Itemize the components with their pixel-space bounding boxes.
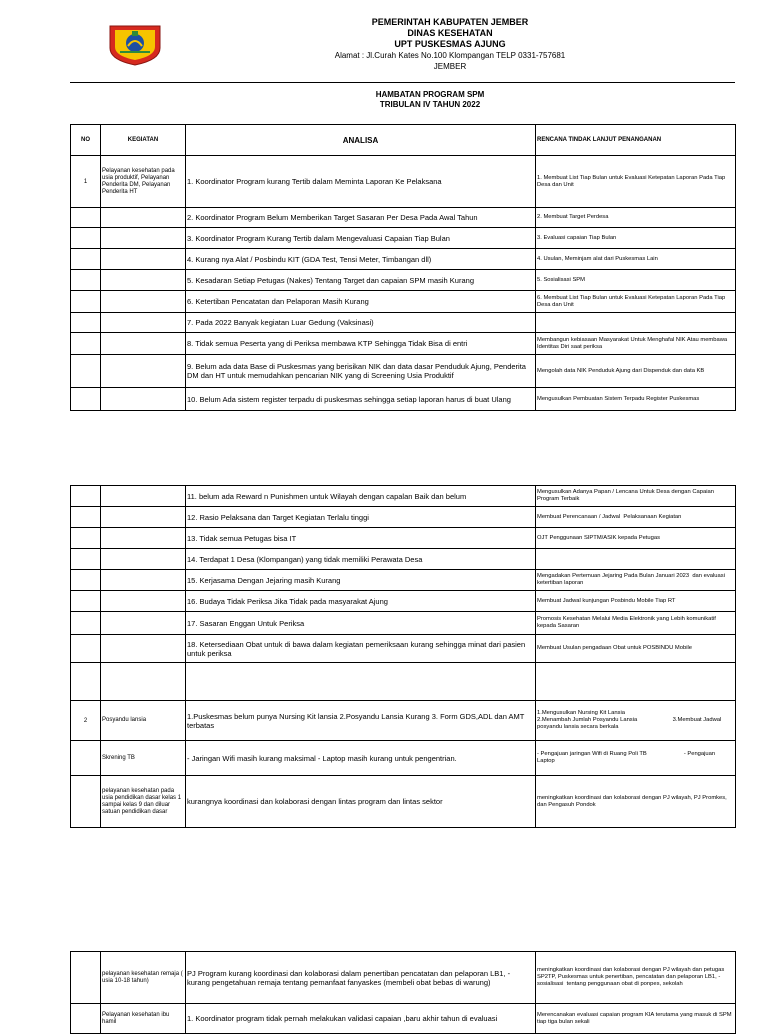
row-number xyxy=(71,612,101,635)
table-row xyxy=(71,156,736,208)
rencana-cell: Mengusulkan Adanya Papan / Lencana Untuk Desa dengan Capaian Program Terbaik xyxy=(536,486,736,507)
kegiatan-cell xyxy=(101,591,186,612)
analisa-cell: 9. Belum ada data Base di Puskesmas yang berisikan NIK dan data dasar Penduduk Ajung, Penderita DM dan HT untuk memudahkan pencarian NIK yang di Screening Usia Produktif xyxy=(186,355,536,388)
table-row xyxy=(71,549,736,570)
table-row xyxy=(71,952,736,1004)
analisa-cell: kurangnya koordinasi dan kolaborasi dengan lintas program dan lintas sektor xyxy=(186,776,536,828)
kegiatan-cell: pelayanan kesehatan pada usia pendidikan dasar kelas 1 sampai kelas 9 dan diluar satuan pendidikan dasar xyxy=(101,776,186,828)
kegiatan-cell xyxy=(101,612,186,635)
kegiatan-cell xyxy=(101,549,186,570)
header-analisa: ANALISA xyxy=(186,125,536,156)
analisa-cell: 8. Tidak semua Peserta yang di Periksa membawa KTP Sehingga Tidak Bisa di entri xyxy=(186,333,536,355)
row-number xyxy=(71,507,101,528)
analisa-cell: 13. Tidak semua Petugas bisa IT xyxy=(186,528,536,549)
kegiatan-cell xyxy=(101,291,186,313)
row-number xyxy=(71,1004,101,1034)
kegiatan-cell xyxy=(101,635,186,663)
kegiatan-cell xyxy=(101,249,186,270)
analisa-cell: 3. Koordinator Program Kurang Tertib dalam Mengevaluasi Capaian Tiap Bulan xyxy=(186,228,536,249)
row-number xyxy=(71,741,101,776)
row-number xyxy=(71,388,101,411)
rencana-cell: Merencanakan evaluasi capaian program KIA terutama yang masuk di SPM tiap tiga bulan sekali xyxy=(536,1004,736,1034)
table-row xyxy=(71,591,736,612)
analisa-cell: 7. Pada 2022 Banyak kegiatan Luar Gedung (Vaksinasi) xyxy=(186,313,536,333)
rencana-cell: 1.Mengusulkan Nursing Kit Lansia 2.Menambah Jumlah Posyandu Lansia 3.Membuat Jadwal posyandu lansia secara berkala xyxy=(536,701,736,741)
table-row xyxy=(71,776,736,828)
table-header-row xyxy=(71,125,736,156)
analisa-cell: 1.Puskesmas belum punya Nursing Kit lansia 2.Posyandu Lansia Kurang 3. Form GDS,ADL dan AMT terbatas xyxy=(186,701,536,741)
analisa-cell: 1. Koordinator Program kurang Tertib dalam Meminta Laporan Ke Pelaksana xyxy=(186,156,536,208)
title-line-2: TRIBULAN IV TAHUN 2022 xyxy=(379,100,481,109)
rencana-cell: 1. Membuat List Tiap Bulan untuk Evaluasi Ketepatan Laporan Pada Tiap Desa dan Unit xyxy=(536,156,736,208)
analisa-cell: 18. Ketersediaan Obat untuk di bawa dalam kegiatan pemeriksaan kurang sehingga minat dari pasien untuk periksa xyxy=(186,635,536,663)
table-row xyxy=(71,291,736,313)
row-number xyxy=(71,549,101,570)
rencana-cell: OJT Penggunaan SIPTM/ASIK kepada Petugas xyxy=(536,528,736,549)
table-row xyxy=(71,355,736,388)
analisa-cell: 4. Kurang nya Alat / Posbindu KIT (GDA Test, Tensi Meter, Timbangan dll) xyxy=(186,249,536,270)
row-number xyxy=(71,663,101,701)
row-number xyxy=(71,635,101,663)
analisa-cell: 2. Koordinator Program Belum Memberikan Target Sasaran Per Desa Pada Awal Tahun xyxy=(186,208,536,228)
analisa-cell xyxy=(186,663,536,701)
table-row xyxy=(71,570,736,591)
row-number xyxy=(71,528,101,549)
row-number xyxy=(71,228,101,249)
row-number: 1 xyxy=(71,156,101,208)
document-title xyxy=(330,90,530,110)
kegiatan-cell xyxy=(101,663,186,701)
kegiatan-cell xyxy=(101,528,186,549)
table-row xyxy=(71,1004,736,1034)
row-number xyxy=(71,333,101,355)
rencana-cell: meningkatkan koordinasi dan kolaborasi dengan PJ wilayah, PJ Promkes, dan Pengasuh Pondok xyxy=(536,776,736,828)
analisa-cell: 12. Rasio Pelaksana dan Target Kegiatan Terlalu tinggi xyxy=(186,507,536,528)
rencana-cell: meningkatkan koordinasi dan kolaborasi dengan PJ wilayah dan petugas SP2TP, Puskesmas untuk penertiban, pencatatan dan pelaporan LB1, - sosialisasi tentang penggunaan obat di ponpes, sekolah xyxy=(536,952,736,1004)
rencana-cell: Membuat Jadwal kunjungan Posbindu Mobile Tiap RT xyxy=(536,591,736,612)
row-number xyxy=(71,208,101,228)
analisa-cell: 1. Koordinator program tidak pernah melakukan validasi capaian ,baru akhir tahun di evaluasi xyxy=(186,1004,536,1034)
analisa-cell: 5. Kesadaran Setiap Petugas (Nakes) Tentang Target dan capaian SPM masih Kurang xyxy=(186,270,536,291)
row-number xyxy=(71,249,101,270)
rencana-cell: 6. Membuat List Tiap Bulan untuk Evaluasi Ketepatan Laporan Pada Tiap Desa dan Unit xyxy=(536,291,736,313)
row-number xyxy=(71,952,101,1004)
table-row xyxy=(71,313,736,333)
table-row xyxy=(71,507,736,528)
kegiatan-cell: Skrening TB xyxy=(101,741,186,776)
rencana-cell xyxy=(536,549,736,570)
analisa-cell: - Jaringan Wifi masih kurang maksimal - Laptop masih kurang untuk pengentrian. xyxy=(186,741,536,776)
rencana-cell xyxy=(536,663,736,701)
row-number xyxy=(71,291,101,313)
row-number xyxy=(71,591,101,612)
address: Alamat : Jl.Curah Kates No.100 Klompangan TELP 0331-757681 xyxy=(334,51,566,60)
kegiatan-cell xyxy=(101,228,186,249)
rencana-cell: 3. Evaluasi capaian Tiap Bulan xyxy=(536,228,736,249)
rencana-cell: - Pengajuan jaringan Wifi di Ruang Poli TB - Pengajuan Laptop xyxy=(536,741,736,776)
analisa-cell: 15. Kerjasama Dengan Jejaring masih Kurang xyxy=(186,570,536,591)
table-row xyxy=(71,228,736,249)
rencana-cell: 2. Membuat Target Perdesa xyxy=(536,208,736,228)
rencana-cell: 5. Sosialisasi SPM xyxy=(536,270,736,291)
analisa-cell: 11. belum ada Reward n Punishmen untuk Wilayah dengan capalan Baik dan belum xyxy=(186,486,536,507)
row-number xyxy=(71,313,101,333)
row-number xyxy=(71,355,101,388)
table-row xyxy=(71,388,736,411)
header-kegiatan: KEGIATAN xyxy=(101,125,186,156)
analisa-cell: 17. Sasaran Enggan Untuk Periksa xyxy=(186,612,536,635)
kegiatan-cell xyxy=(101,333,186,355)
rencana-cell: Mengolah data NIK Penduduk Ajung dari Dispenduk dan data KB xyxy=(536,355,736,388)
header-divider xyxy=(70,82,735,83)
table-row xyxy=(71,612,736,635)
rencana-cell: Mengusulkan Pembuatan Sistem Terpadu Register Puskesmas xyxy=(536,388,736,411)
jember-regency-logo xyxy=(106,22,164,66)
rencana-cell xyxy=(536,313,736,333)
spm-obstacles-table-page1 xyxy=(70,124,736,411)
row-number xyxy=(71,270,101,291)
table-row xyxy=(71,249,736,270)
kegiatan-cell xyxy=(101,270,186,291)
kegiatan-cell: Pelayanan kesehatan pada usia produktif, Pelayanan Penderita DM, Pelayanan Penderita HT xyxy=(101,156,186,208)
spm-obstacles-table-page3 xyxy=(70,951,736,1034)
kegiatan-cell xyxy=(101,313,186,333)
spm-obstacles-table-page2 xyxy=(70,485,736,828)
government-name: PEMERINTAH KABUPATEN JEMBER xyxy=(371,17,529,27)
table-row xyxy=(71,333,736,355)
table-row xyxy=(71,701,736,741)
kegiatan-cell xyxy=(101,388,186,411)
kegiatan-cell: Pelayanan kesehatan ibu hamil xyxy=(101,1004,186,1034)
row-number xyxy=(71,776,101,828)
department-name: DINAS KESEHATAN xyxy=(407,28,493,38)
table-row xyxy=(71,635,736,663)
kegiatan-cell xyxy=(101,570,186,591)
rencana-cell: Mengadakan Pertemuan Jejaring Pada Bulan Januari 2023 dan evaluasi ketertiban laporan xyxy=(536,570,736,591)
city: JEMBER xyxy=(433,62,467,71)
kegiatan-cell xyxy=(101,486,186,507)
kegiatan-cell xyxy=(101,355,186,388)
analisa-cell: 10. Belum Ada sistem register terpadu di puskesmas sehingga setiap laporan harus di buat Ulang xyxy=(186,388,536,411)
table-row xyxy=(71,663,736,701)
rencana-cell: Membuat Perencanaan / Jadwal Pelaksanaan Kegiatan xyxy=(536,507,736,528)
analisa-cell: 16. Budaya Tidak Periksa Jika Tidak pada masyarakat Ajung xyxy=(186,591,536,612)
table-row xyxy=(71,528,736,549)
analisa-cell: PJ Program kurang koordinasi dan kolaborasi dalam penertiban pencatatan dan pelaporan LB1, - kurang pengetahuan remaja tentang pemanfaat fanyaskes (membeli obat bebas di warung) xyxy=(186,952,536,1004)
table-row xyxy=(71,486,736,507)
table-row xyxy=(71,270,736,291)
analisa-cell: 14. Terdapat 1 Desa (Klompangan) yang tidak memiliki Perawata Desa xyxy=(186,549,536,570)
table-row xyxy=(71,741,736,776)
rencana-cell: 4. Usulan, Meminjam alat dari Puskesmas Lain xyxy=(536,249,736,270)
kegiatan-cell: Posyandu lansia xyxy=(101,701,186,741)
puskesmas-name: UPT PUSKESMAS AJUNG xyxy=(394,39,506,49)
rencana-cell: Membuat Usulan pengadaan Obat untuk POSBINDU Mobile xyxy=(536,635,736,663)
header-no: NO xyxy=(71,125,101,156)
row-number: 2 xyxy=(71,701,101,741)
title-line-1: HAMBATAN PROGRAM SPM xyxy=(375,90,485,99)
kegiatan-cell xyxy=(101,208,186,228)
header-rencana: RENCANA TINDAK LANJUT PENANGANAN xyxy=(536,125,736,156)
row-number xyxy=(71,486,101,507)
row-number xyxy=(71,570,101,591)
table-row xyxy=(71,208,736,228)
rencana-cell: Promosis Kesehatan Melalui Media Elektronik yang Lebih komunikatif kepada Sasaran xyxy=(536,612,736,635)
rencana-cell: Membangun kebiasaan Masyarakat Untuk Menghafal NIK Atau membawa Identitas Diri saat periksa xyxy=(536,333,736,355)
analisa-cell: 6. Ketertiban Pencatatan dan Pelaporan Masih Kurang xyxy=(186,291,536,313)
letterhead xyxy=(250,17,650,72)
kegiatan-cell: pelayanan kesehatan remaja ( usia 10-18 tahun) xyxy=(101,952,186,1004)
kegiatan-cell xyxy=(101,507,186,528)
